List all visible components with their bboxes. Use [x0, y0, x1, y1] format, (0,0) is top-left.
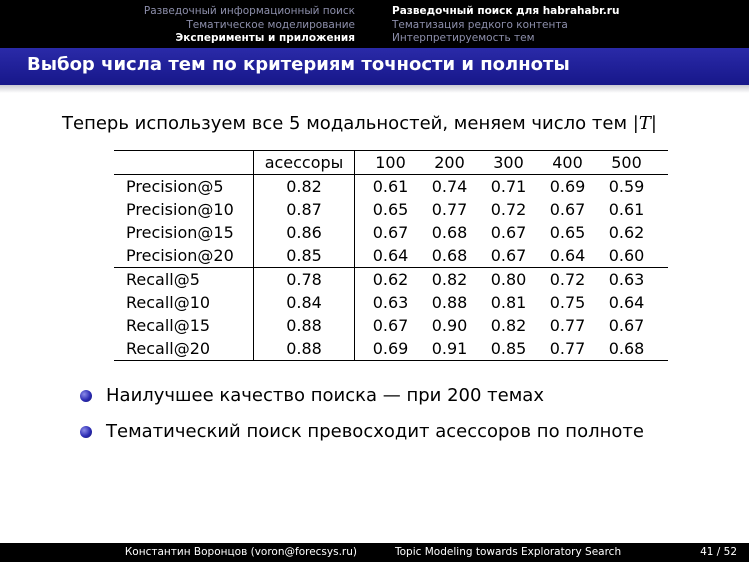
table-cell-assessors: 0.84	[254, 291, 355, 314]
table-cell-value: 0.82	[431, 270, 468, 289]
table-cell-value: 0.63	[372, 293, 409, 312]
table-row	[114, 221, 668, 244]
title-shadow	[0, 85, 749, 93]
table-cell-value: 0.64	[372, 246, 409, 265]
table-cell-value: 0.69	[372, 339, 409, 358]
table-cell-value: 0.62	[372, 270, 409, 289]
table-cell-value: 0.77	[549, 316, 586, 335]
table-cell-value: 0.67	[490, 246, 527, 265]
table-body	[114, 175, 668, 361]
table-cell-metric: Recall@15	[126, 316, 211, 335]
table-cell-value: 0.88	[431, 293, 468, 312]
table-header-metric	[114, 151, 254, 175]
table-cell-value: 0.67	[372, 316, 409, 335]
table-cell-metric: Recall@10	[126, 293, 211, 312]
table-cell-value: 0.72	[490, 200, 527, 219]
table-cell-value: 0.69	[549, 177, 586, 196]
footer-page-number: 41 / 52	[700, 546, 737, 558]
table-cell-assessors: 0.88	[254, 337, 355, 361]
table-cell-metric: Recall@20	[126, 339, 211, 358]
table-cell-value: 0.67	[372, 223, 409, 242]
table-header-500: 500	[611, 153, 642, 172]
table-cell-value: 0.60	[608, 246, 645, 265]
nav-sections	[0, 0, 373, 48]
table-cell-value: 0.90	[431, 316, 468, 335]
table-cell-value: 0.68	[431, 246, 468, 265]
table-cell-value: 0.68	[431, 223, 468, 242]
table-cell-assessors: 0.82	[254, 175, 355, 199]
table-row	[114, 268, 668, 292]
table-cell-value: 0.67	[608, 316, 645, 335]
table-cell-value: 0.63	[608, 270, 645, 289]
table-row	[114, 175, 668, 199]
section-navigation	[0, 0, 749, 48]
table-cell-value: 0.82	[490, 316, 527, 335]
nav-section-topic-modeling[interactable]: Тематическое моделирование	[186, 18, 355, 31]
slide-title: Выбор числа тем по критериям точности и полноты	[27, 54, 570, 75]
table-cell-assessors: 0.78	[254, 268, 355, 292]
table-header-200: 200	[434, 153, 465, 172]
table-cell-value: 0.59	[608, 177, 645, 196]
intro-text	[62, 113, 657, 134]
results-table	[114, 150, 668, 361]
table-cell-metric: Precision@20	[126, 246, 234, 265]
table-cell-value: 0.68	[608, 339, 645, 358]
table-cell-value: 0.65	[372, 200, 409, 219]
intro-sentence: Теперь используем все 5 модальностей, меняем число тем	[62, 113, 633, 134]
nav-subsections	[373, 0, 749, 48]
table-row	[114, 314, 668, 337]
table-cell-value: 0.74	[431, 177, 468, 196]
conclusion-item	[80, 381, 644, 417]
table-row	[114, 198, 668, 221]
table-cell-value: 0.65	[549, 223, 586, 242]
table-cell-value: 0.77	[431, 200, 468, 219]
nav-section-experiments[interactable]: Эксперименты и приложения	[175, 32, 355, 44]
table-cell-value: 0.64	[549, 246, 586, 265]
conclusion-text: Тематический поиск превосходит асессоров по полноте	[106, 421, 644, 442]
table-cell-value: 0.91	[431, 339, 468, 358]
table-cell-assessors: 0.87	[254, 198, 355, 221]
bullet-dot-icon	[80, 426, 92, 438]
table-cell-value: 0.71	[490, 177, 527, 196]
conclusion-list	[80, 381, 644, 453]
table-cell-metric: Recall@5	[126, 270, 200, 289]
table-row	[114, 244, 668, 268]
table-cell-value: 0.80	[490, 270, 527, 289]
conclusion-text: Наилучшее качество поиска — при 200 темах	[106, 385, 544, 406]
table-cell-value: 0.75	[549, 293, 586, 312]
footer-talk-title: Topic Modeling towards Exploratory Search	[395, 546, 622, 558]
table-cell-value: 0.62	[608, 223, 645, 242]
table-cell-value: 0.61	[608, 200, 645, 219]
table-cell-metric: Precision@5	[126, 177, 224, 196]
conclusion-item	[80, 417, 644, 453]
table-cell-value: 0.61	[372, 177, 409, 196]
nav-subsection-habrahabr[interactable]: Разведочный поиск для habrahabr.ru	[392, 5, 620, 17]
table-header-300: 300	[493, 153, 524, 172]
slide-title-bar	[0, 48, 749, 85]
table-cell-metric: Precision@15	[126, 223, 234, 242]
table-cell-metric: Precision@10	[126, 200, 234, 219]
table-cell-assessors: 0.85	[254, 244, 355, 268]
table-header-400: 400	[552, 153, 583, 172]
table-header-100: 100	[375, 153, 406, 172]
table-cell-value: 0.77	[549, 339, 586, 358]
table-cell-value: 0.67	[549, 200, 586, 219]
table-cell-value: 0.64	[608, 293, 645, 312]
footer	[0, 543, 749, 562]
table-header-row	[114, 151, 668, 175]
table-row	[114, 337, 668, 361]
bullet-dot-icon	[80, 390, 92, 402]
table-header-assessors: асессоры	[254, 151, 355, 175]
table-cell-assessors: 0.88	[254, 314, 355, 337]
table-cell-assessors: 0.86	[254, 221, 355, 244]
footer-author: Константин Воронцов (voron@forecsys.ru)	[0, 543, 373, 562]
nav-section-exploratory-search[interactable]: Разведочный информационный поиск	[143, 5, 355, 17]
table-cell-value: 0.85	[490, 339, 527, 358]
table-cell-value: 0.72	[549, 270, 586, 289]
table-row	[114, 291, 668, 314]
footer-right-panel	[373, 543, 749, 562]
intro-math-topic-count: |T|	[632, 113, 657, 134]
table-cell-value: 0.81	[490, 293, 527, 312]
table-cell-value: 0.67	[490, 223, 527, 242]
nav-subsection-rare-content[interactable]: Тематизация редкого контента	[392, 18, 568, 31]
nav-subsection-interpretability[interactable]: Интерпретируемость тем	[392, 32, 535, 44]
